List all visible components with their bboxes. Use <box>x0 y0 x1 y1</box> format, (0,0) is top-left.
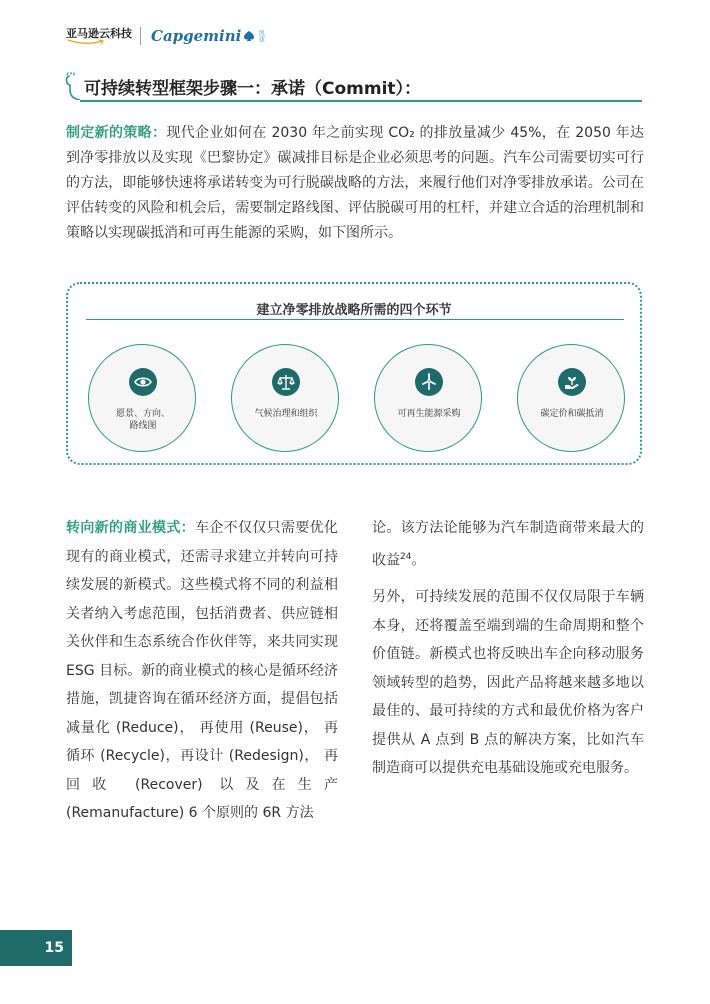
framework-divider <box>86 319 624 320</box>
hand-plant-icon <box>558 368 586 396</box>
capgemini-logo-text: Capgemini <box>151 27 242 45</box>
section-title <box>64 70 642 102</box>
framework-panel <box>66 282 642 465</box>
framework-item-renewables <box>374 344 482 452</box>
business-model-paragraph <box>66 514 338 828</box>
strategy-lead: 制定新的策略： <box>66 125 167 141</box>
framework-item-governance <box>231 344 339 452</box>
framework-item-label: 碳定价和碳抵消 <box>540 409 604 419</box>
framework-title: 建立净零排放战略所需的四个环节 <box>256 303 452 318</box>
eye-icon <box>129 368 157 396</box>
amazon-smile-icon <box>66 39 106 45</box>
business-model-continuation <box>372 514 644 575</box>
page-header <box>66 26 264 46</box>
section-title-text: 可持续转型框架步骤一：承诺（Commit）： <box>84 79 422 99</box>
framework-item-vision <box>88 344 196 452</box>
footnote-ref: 24 <box>400 551 412 562</box>
amazon-logo <box>66 28 132 45</box>
wind-turbine-icon <box>415 368 443 396</box>
continuation-text: 论。该方法论能够为汽车制造商带来最大的收益 <box>372 520 644 569</box>
framework-item-label: 可再生能源采购 <box>397 409 461 419</box>
logo-divider <box>140 27 141 45</box>
framework-item-label: 气候治理和组织 <box>254 409 318 419</box>
framework-item-label: 愿景、方向、 路线图 <box>115 409 170 431</box>
business-model-lead: 转向新的商业模式： <box>66 520 195 536</box>
capgemini-spade-icon <box>243 30 255 42</box>
lightbulb-icon <box>64 72 80 100</box>
capgemini-logo <box>151 27 264 45</box>
section-title-underline <box>80 100 642 102</box>
value-chain-paragraph: 另外，可持续发展的范围不仅仅局限于车辆本身，还将覆盖至端到端的生命周期和整个价值链。新模式也将反映出车企向移动服务领域转型的趋势，因此产品将越来越多地以最佳的、最可持续的方式和最优价格为客户提供从 A 点到 B 点的解决方案，比如汽车制造商可以提供充电基础设施或充电服务。 <box>372 589 644 776</box>
capgemini-sub-text: 凯捷 <box>257 30 265 42</box>
continuation-end: 。 <box>411 552 426 569</box>
page-number: 15 <box>0 930 72 966</box>
strategy-paragraph <box>66 121 644 246</box>
strategy-body: 现代企业如何在 2030 年之前实现 CO₂ 的排放量减少 45%，在 2050 年达到净零排放以及实现《巴黎协定》碳减排目标是企业必须思考的问题。汽车公司需要切实可行的方法，即能够快速将承诺转变为可行脱碳战略的方法，来履行他们对净零排放承诺。公司在评估转变的风险和机会后，需要制定路线图、评估脱碳可用的杠杆，并建立合适的治理机制和策略以实现碳抵消和可再生能源的采购，如下图所示。 <box>66 125 645 241</box>
business-model-body: 车企不仅仅只需要优化现有的商业模式，还需寻求建立并转向可持续发展的新模式。这些模式将不同的利益相关者纳入考虑范围，包括消费者、供应链相关伙伴和生态系统合作伙伴等，来共同实现 ESG 目标。新的商业模式的核心是循环经济措施，凯捷咨询在循环经济方面，提倡包括减量化 (Reduce)， 再使用 (Reuse)， 再循环 (Recycle)，再设计 (Redesign)， 再回收 (Recover) 以及在生产 (Remanufacture) 6 个原则的 6R 方法 <box>66 520 338 821</box>
amazon-logo-text: 亚马逊云科技 <box>66 26 132 40</box>
framework-item-carbon-pricing <box>517 344 625 452</box>
balance-scale-icon <box>272 368 300 396</box>
